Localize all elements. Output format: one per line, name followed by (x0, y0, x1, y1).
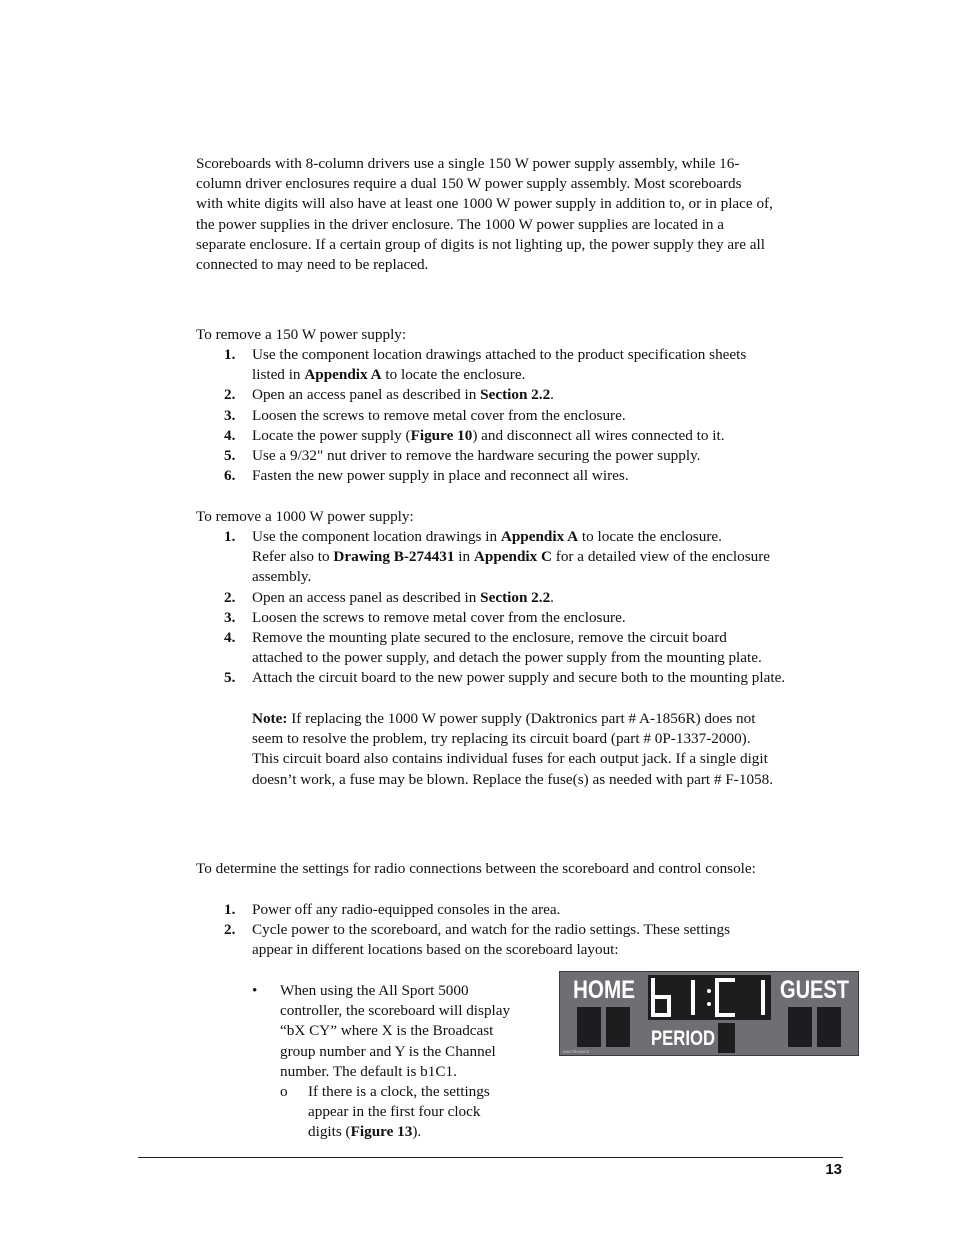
bullet-icon: • (252, 982, 258, 999)
list-item: 5. Attach the circuit board to the new power supply and secure both to the mounting plate. (224, 669, 786, 687)
footer-rule (138, 1157, 843, 1158)
section-ref: Section 2.2 (480, 386, 551, 404)
list-item: 6. Fasten the new power supply in place and reconnect all wires. (224, 467, 629, 485)
page-number: 13 (825, 1161, 842, 1178)
period-label: PERIOD (651, 1027, 715, 1050)
intro-line: separate enclosure. If a certain group of digits is not lighting up, the power supply they are all (196, 235, 765, 253)
intro-line: the power supplies in the driver enclosure. The 1000 W power supplies are located in a (196, 215, 725, 233)
list-item: 3. Loosen the screws to remove metal cover from the enclosure. (224, 608, 626, 626)
list-item: 1. Use the component location drawings attached to the product specification sheets listed in Appendix A to locate the enclosure. (224, 346, 747, 384)
brand-label: DAKTRONICS (563, 1049, 590, 1054)
guest-score-digit (788, 1007, 812, 1047)
list-item: 2. Cycle power to the scoreboard, and watch for the radio settings. These settings appear in different locations based on the scoreboard layout: (224, 921, 730, 959)
remove-1000-steps (224, 527, 864, 689)
guest-label: GUEST (780, 976, 849, 1004)
clock-colon-bottom (707, 1002, 711, 1006)
note-label: Note: (252, 710, 288, 727)
section-ref: Section 2.2 (480, 588, 551, 606)
scoreboard-figure (559, 971, 859, 1056)
figure-ref: Figure 13 (350, 1123, 413, 1141)
appendix-ref: Appendix A (304, 366, 382, 384)
intro-line: column driver enclosures require a dual 150 W power supply assembly. Most scoreboards (196, 175, 742, 193)
guest-score-digit (817, 1007, 841, 1047)
remove-150-steps (224, 345, 864, 486)
appendix-ref: Appendix C (473, 548, 552, 566)
intro-line: Scoreboards with 8-column drivers use a single 150 W power supply assembly, while 16- (196, 155, 740, 172)
list-item: 5. Use a 9/32" nut driver to remove the hardware securing the power supply. (224, 447, 701, 465)
bullet-block (252, 981, 548, 1143)
sub-bullet-item: o If there is a clock, the settings appear in the first four clock digits (Figure 13). (280, 1083, 490, 1141)
list-item: 2. Open an access panel as described in Section 2.2. (224, 386, 554, 404)
intro-line: connected to may need to be replaced. (196, 256, 429, 274)
note-block: Note: If replacing the 1000 W power supply (Daktronics part # A-1856R) does not seem to resolve the problem, try replacing its circuit board (part # 0P-1337-2000). This circuit board also contains individual fuses for each output jack. If a single digit doesn’t work, a fuse may be blown. Replace the fuse(s) as needed with part # F-1058. (252, 710, 774, 788)
list-item: 1. Power off any radio-equipped consoles in the area. (224, 901, 561, 918)
drawing-ref: Drawing B-274431 (333, 548, 455, 566)
list-item: 3. Loosen the screws to remove metal cover from the enclosure. (224, 406, 626, 424)
remove-1000-heading: To remove a 1000 W power supply: (196, 508, 414, 525)
appendix-ref: Appendix A (500, 528, 579, 545)
home-score-digit (606, 1007, 630, 1047)
list-item: 4. Remove the mounting plate secured to the enclosure, remove the circuit board attached to the power supply, and detach the power supply from the mounting plate. (224, 629, 762, 667)
period-digit (718, 1023, 735, 1053)
bullet-item: • When using the All Sport 5000 controller, the scoreboard will display “bX CY” where X is the Broadcast group number and Y is the Channel number. The default is b1C1. (252, 982, 511, 1080)
home-score-digit (577, 1007, 601, 1047)
list-item: 4. Locate the power supply (Figure 10) and disconnect all wires connected to it. (224, 426, 725, 444)
list-item: 2. Open an access panel as described in Section 2.2. (224, 588, 554, 606)
radio-intro: To determine the settings for radio connections between the scoreboard and control console: (196, 860, 756, 877)
intro-paragraph (196, 154, 856, 275)
radio-steps (224, 900, 864, 961)
clock-colon-top (707, 989, 711, 993)
home-label: HOME (573, 976, 635, 1004)
intro-line: with white digits will also have at least one 1000 W power supply in addition to, or in place of, (196, 195, 773, 213)
remove-150-heading: To remove a 150 W power supply: (196, 326, 407, 343)
list-item: 1. Use the component location drawings in Appendix A to locate the enclosure. Refer also to Drawing B-274431 in Appendix C for a detailed view of the enclosure assembly. (224, 528, 771, 586)
figure-ref: Figure 10 (410, 426, 473, 444)
circle-bullet-icon: o (280, 1083, 288, 1101)
